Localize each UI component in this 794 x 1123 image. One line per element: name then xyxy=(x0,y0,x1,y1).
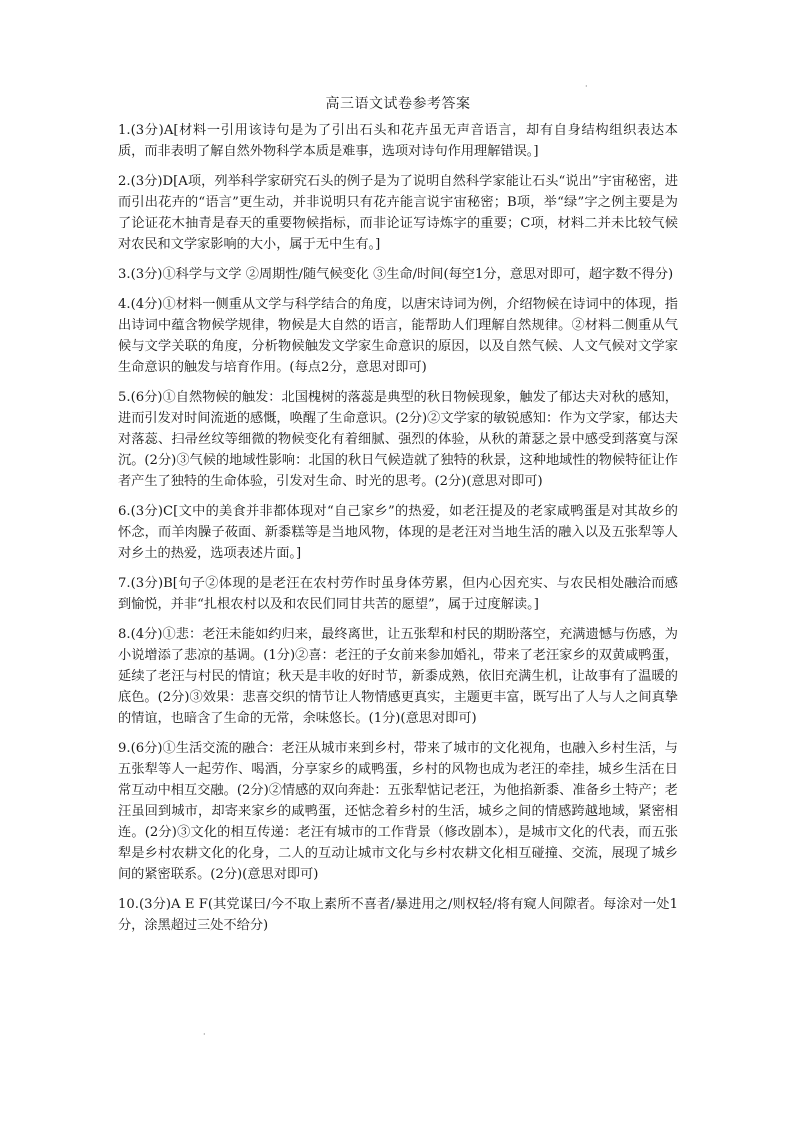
answer-item-7: 7.(3分)B[句子②体现的是老汪在农村劳作时虽身体劳累，但内心因充实、与农民相处融洽而感到愉悦，并非“扎根农村以及和农民们同甘共苦的愿望”，属于过度解读。] xyxy=(118,576,678,612)
page-title: 高三语文试卷参考答案 xyxy=(325,96,471,112)
answer-sheet xyxy=(118,94,678,945)
answer-item-2: 2.(3分)D[A项，列举科学家研究石头的例子是为了说明自然科学家能让石头“说出”宇宙秘密，进而引出花卉的“语言”更生动，并非说明只有花卉能言说宇宙秘密；B项，举“绿”字之例主要是为了论证花木抽青是春天的重要物候指标，而非论证写诗炼字的重要；C项，材料二并未比较气候对农民和文学家影响的大小，属于无中生有。] xyxy=(118,174,678,252)
answer-item-10: 10.(3分)A E F(其党谋曰/今不取上素所不喜者/暴进用之/则权轻/将有窥人间隙者。每涂对一处1分，涂黑超过三处不给分) xyxy=(118,897,678,933)
scan-dot-bottom: · xyxy=(203,1030,206,1039)
answer-item-3: 3.(3分)①科学与文学 ②周期性/随气候变化 ③生命/时间(每空1分，意思对即可，超字数不得分) xyxy=(118,267,674,282)
answer-item-9: 9.(6分)①生活交流的融合：老汪从城市来到乡村，带来了城市的文化视角，也融入乡村生活，与五张犁等人一起劳作、喝酒，分享家乡的咸鸭蛋，乡村的风物也成为老汪的牵挂，城乡生活在日常互动中相互交融。(2分)②情感的双向奔赴：五张犁惦记老汪，为他掐新黍、准备乡土特产；老汪虽回到城市，却寄来家乡的咸鸭蛋，还惦念着乡村的生活，城乡之间的情感跨越地域，紧密相连。(2分)③文化的相互传递：老汪有城市的工作背景（修改剧本），是城市文化的代表，而五张犁是乡村农耕文化的化身，二人的互动让城市文化与乡村农耕文化相互碰撞、交流，展现了城乡间的紧密联系。(2分)(意思对即可) xyxy=(118,741,678,882)
answer-item-4: 4.(4分)①材料一侧重从文学与科学结合的角度，以唐宋诗词为例，介绍物候在诗词中的体现，指出诗词中蕴含物候学规律，物候是大自然的语言，能帮助人们理解自然规律。②材料二侧重从气候与文学关联的角度，分析物候触发文学家生命意识的原因，以及自然气候、人文气候对文学家生命意识的触发与培育作用。(每点2分，意思对即可) xyxy=(118,297,678,375)
answer-item-1: 1.(3分)A[材料一引用该诗句是为了引出石头和花卉虽无声音语言，却有自身结构组织表达本质，而非表明了解自然外物科学本质是难事，选项对诗句作用理解错误。] xyxy=(118,123,678,159)
answer-item-8: 8.(4分)①悲：老汪未能如约归来，最终离世，让五张犁和村民的期盼落空，充满遗憾与伤感，为小说增添了悲凉的基调。(1分)②喜：老汪的子女前来参加婚礼，带来了老汪家乡的双黄咸鸭蛋，延续了老汪与村民的情谊；秋天是丰收的好时节，新黍成熟，依旧充满生机，让故事有了温暖的底色。(2分)③效果：悲喜交织的情节让人物情感更真实，主题更丰富，既写出了人与人之间真挚的情谊，也暗含了生命的无常，余味悠长。(1分)(意思对即可) xyxy=(118,627,678,726)
answer-item-6: 6.(3分)C[文中的美食并非都体现对“自己家乡”的热爱，如老汪提及的老家咸鸭蛋是对其故乡的怀念，而羊肉臊子莜面、新黍糕等是当地风物，体现的是老汪对当地生活的融入以及五张犁等人对乡土的热爱，选项表述片面。] xyxy=(118,504,678,561)
answer-item-5: 5.(6分)①自然物候的触发：北国槐树的落蕊是典型的秋日物候现象，触发了郁达夫对秋的感知，进而引发对时间流逝的感慨，唤醒了生命意识。(2分)②文学家的敏锐感知：作为文学家，郁达夫对落蕊、扫帚丝纹等细微的物候变化有着细腻、强烈的体验，从秋的萧瑟之景中感受到落寞与深沉。(2分)③气候的地域性影响：北国的秋日气候造就了独特的秋景，这种地域性的物候特征让作者产生了独特的生命体验，引发对生命、时光的思考。(2分)(意思对即可) xyxy=(118,390,678,489)
scan-dot-top: · xyxy=(585,82,588,91)
